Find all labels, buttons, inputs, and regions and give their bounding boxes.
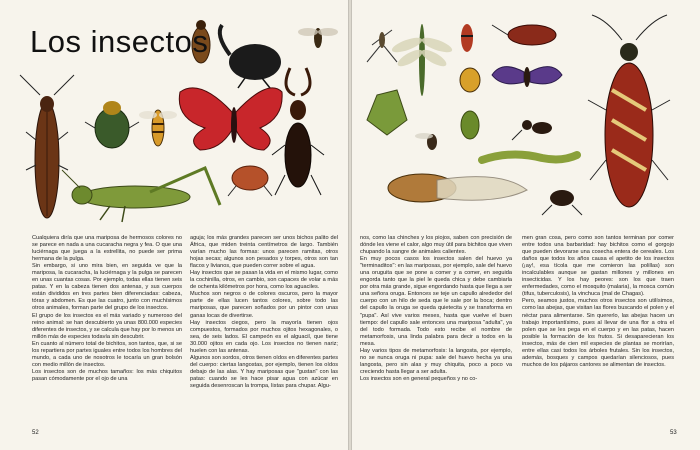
red-beetle-icon bbox=[492, 25, 556, 45]
longhorn-beetle-icon bbox=[588, 15, 670, 207]
right-illustrations bbox=[352, 0, 700, 235]
paragraph: Hay insectos ciegos, pero la mayoría tienen ojos compuestos, formados por muchos ojitos hexagonales, o sea, de seis lados. El campeón es el alguacil, que tiene 30.000 ojitos en cada ojo. Los insectos no tienen nariz; huelen con las antenas. bbox=[190, 319, 338, 354]
page-title: Los insectos bbox=[30, 24, 209, 59]
ant-icon bbox=[512, 120, 552, 140]
page-number-right: 53 bbox=[670, 430, 677, 436]
text-column-3 bbox=[360, 235, 512, 383]
paragraph: Sin embargo, si uno mira bien, en seguida ve que la mariposa, la cucaracha, la luciérnaga y la pulga se parecen en unas cuantas cosas. Por ejemplo, todas ellas tienen seis patas. Y en la cabeza tienen dos antenas, y sus cuerpos están divididos en tres partes bien diferenciadas: cabeza, tórax y abdomen. Es que las cuatro, junto con muchísimos otros animales, forman parte del grupo de los insectos. bbox=[32, 263, 182, 312]
paragraph: men gran cosa, pero como son tantos terminan por comer entre todos una barbaridad: hay bichitos como el gorgojo que pueden devorarse una cosecha entera de cereales. Los daños que todos los años causa el apetito de los insectos (¡ay!, esa tícola que me comieron las polillas) son incalculables aunque se gastan millones y millones en insecticidas. Y los hay peores: son los que traen enfermedades, como el mosquito (malaria), la mosca común (tifus, tuberculosis), la vinchuca (mal de Chagas). bbox=[522, 235, 674, 298]
yellow-wasp-icon bbox=[460, 68, 480, 92]
text-column-2 bbox=[190, 235, 338, 390]
fly-icon bbox=[298, 28, 338, 48]
paragraph: Hay insectos que se pasan la vida en el mismo lugar, como la cochinilla, otros, en cambio, son capaces de volar a más de ochenta kilómetros por hora, como los aguaciles. bbox=[190, 270, 338, 291]
rhino-beetle-icon bbox=[220, 25, 281, 88]
paragraph: Los insectos son de muchos tamaños: los más chiquitos pasan cómodamente por el ojo de una bbox=[32, 368, 182, 382]
paragraph: Los insectos son en general pequeños y no co- bbox=[360, 375, 478, 382]
right-page bbox=[352, 0, 700, 450]
page-number-left: 52 bbox=[32, 430, 39, 436]
paragraph: Algunos son sordos, otros tienen oídos en diferentes partes del cuerpo: ciertas langostas, por ejemplo, tienen los oídos debajo de las alas. Y hay mariposas que "gustan" con las patas: cuando se les hace pisar agua con azúcar en seguida desenroscan la trompa, listas para chupar. Algu- bbox=[190, 354, 338, 389]
wasp-icon bbox=[461, 24, 473, 52]
moth-icon bbox=[492, 67, 562, 87]
paragraph: Cualquiera diría que una mariposa de hermosos colores no se parece en nada a una cucaracha negra y fea. O que una luciérnaga que juega a la estrellita, no puede ser prima hermana de la pulga. bbox=[32, 235, 182, 263]
grasshopper-icon bbox=[62, 168, 220, 222]
bottom-beetle-icon bbox=[542, 190, 582, 215]
paragraph: En muy pocos casos los insectos salen del huevo ya "terminaditos": en las mariposas, por ejemplo, sale del huevo una oruguita que se pone a comer y a comer, en seguida engorda tanto que la piel le queda chica y debe cambiarla por otra más grande, sigue engordando hasta que llega a ser una señora oruga. Entonces se teje un capullo alrededor del cuerpo con un hilo de seda que le sale por la boca; dentro del capullo la oruga se queda quietecita y se transforma en "pupa". Así vive varios meses, hasta que vuelve el buen tiempo: del capullo sale entonces una mariposa "adulta", ya del todo formada. Todo esto recibe el nombre de metamorfosis, una linda palabra para decir a todos en la mesa. bbox=[360, 256, 512, 347]
red-butterfly-icon bbox=[179, 88, 282, 150]
mosquito-icon bbox=[367, 30, 397, 62]
weevil-icon bbox=[461, 111, 479, 139]
paragraph: Hay varios tipos de metamorfosis: la langosta, por ejemplo, no se nunca oruga ni pupa: sale del huevo hecha ya una langosta, pero sin alas y muy chiquita, poco a poco va creciendo hasta llegar a ser adulta. bbox=[360, 347, 512, 375]
text-column-1 bbox=[32, 235, 182, 383]
small-fly-icon bbox=[415, 133, 437, 150]
paragraph: En cuanto al número total de bichitos, son tantos, que, si se los repartiera por partes iguales entre todos los hombres del mundo, a cada uno de nosotros le tocaría un gran bolsón con medio millón de insectos. bbox=[32, 340, 182, 368]
text-column-4 bbox=[522, 235, 674, 369]
dragonfly-icon bbox=[390, 24, 453, 96]
paragraph: El grupo de los insectos es el más variado y numeroso del reino animal: se han descubierto ya unas 800.000 especies diferentes de insectos, y se calcula que hay por lo menos un millón más de especies todavía sin descubrir. bbox=[32, 312, 182, 340]
shield-bug-icon bbox=[367, 90, 407, 135]
paragraph: nos, como las chinches y los piojos, saben con precisión de dónde les viene el calor, algo muy útil para bichitos que viven chupando la sangre de animales calientes. bbox=[360, 235, 512, 256]
long-beetle-icon bbox=[20, 75, 74, 218]
caterpillar-icon bbox=[482, 154, 577, 160]
left-page bbox=[0, 0, 348, 450]
cicada-icon bbox=[388, 174, 527, 202]
paragraph: Muchos son negros o de colores oscuros, pero la mayor parte de ellas lucen tantos colores, sobre todo las mariposas, que parecen soñados por un pintor con unas ganas locas de divertirse. bbox=[190, 291, 338, 319]
scarab-icon bbox=[85, 101, 139, 148]
paragraph: aguja; los más grandes parecen ser unos bichos palito del África, que miden treinta centímetros de largo. También varían mucho las formas: unos parecen ramitas, otros hojas secas; algunos son pesados y torpes, otros son tan flacos y livianos, que pueden correr sobre el agua. bbox=[190, 235, 338, 270]
stag-beetle-icon bbox=[272, 68, 324, 195]
bee-icon bbox=[139, 110, 177, 146]
red-bug-icon bbox=[228, 166, 272, 196]
paragraph: Pero, seamos justos, muchos otros insectos son utilísimos, como las abejas, que visitan las flores buscando el polen y el néctar para alimentarse. Sin quererlo, las abejas hacen un trabajo importantísimo, pues al llevar de una flor a otra el polen que se les pega en el cuerpo y en las patas, hacen posible la formación de los frutos. Si desaparecieran los insectos, más de cien mil especies de plantas se morirían, entre ellas casi todos los árboles frutales. Sin los insectos, además, bosques y campos quedarían silenciosos, pues muchos de los pájaros cantores se alimentan de insectos. bbox=[522, 298, 674, 368]
